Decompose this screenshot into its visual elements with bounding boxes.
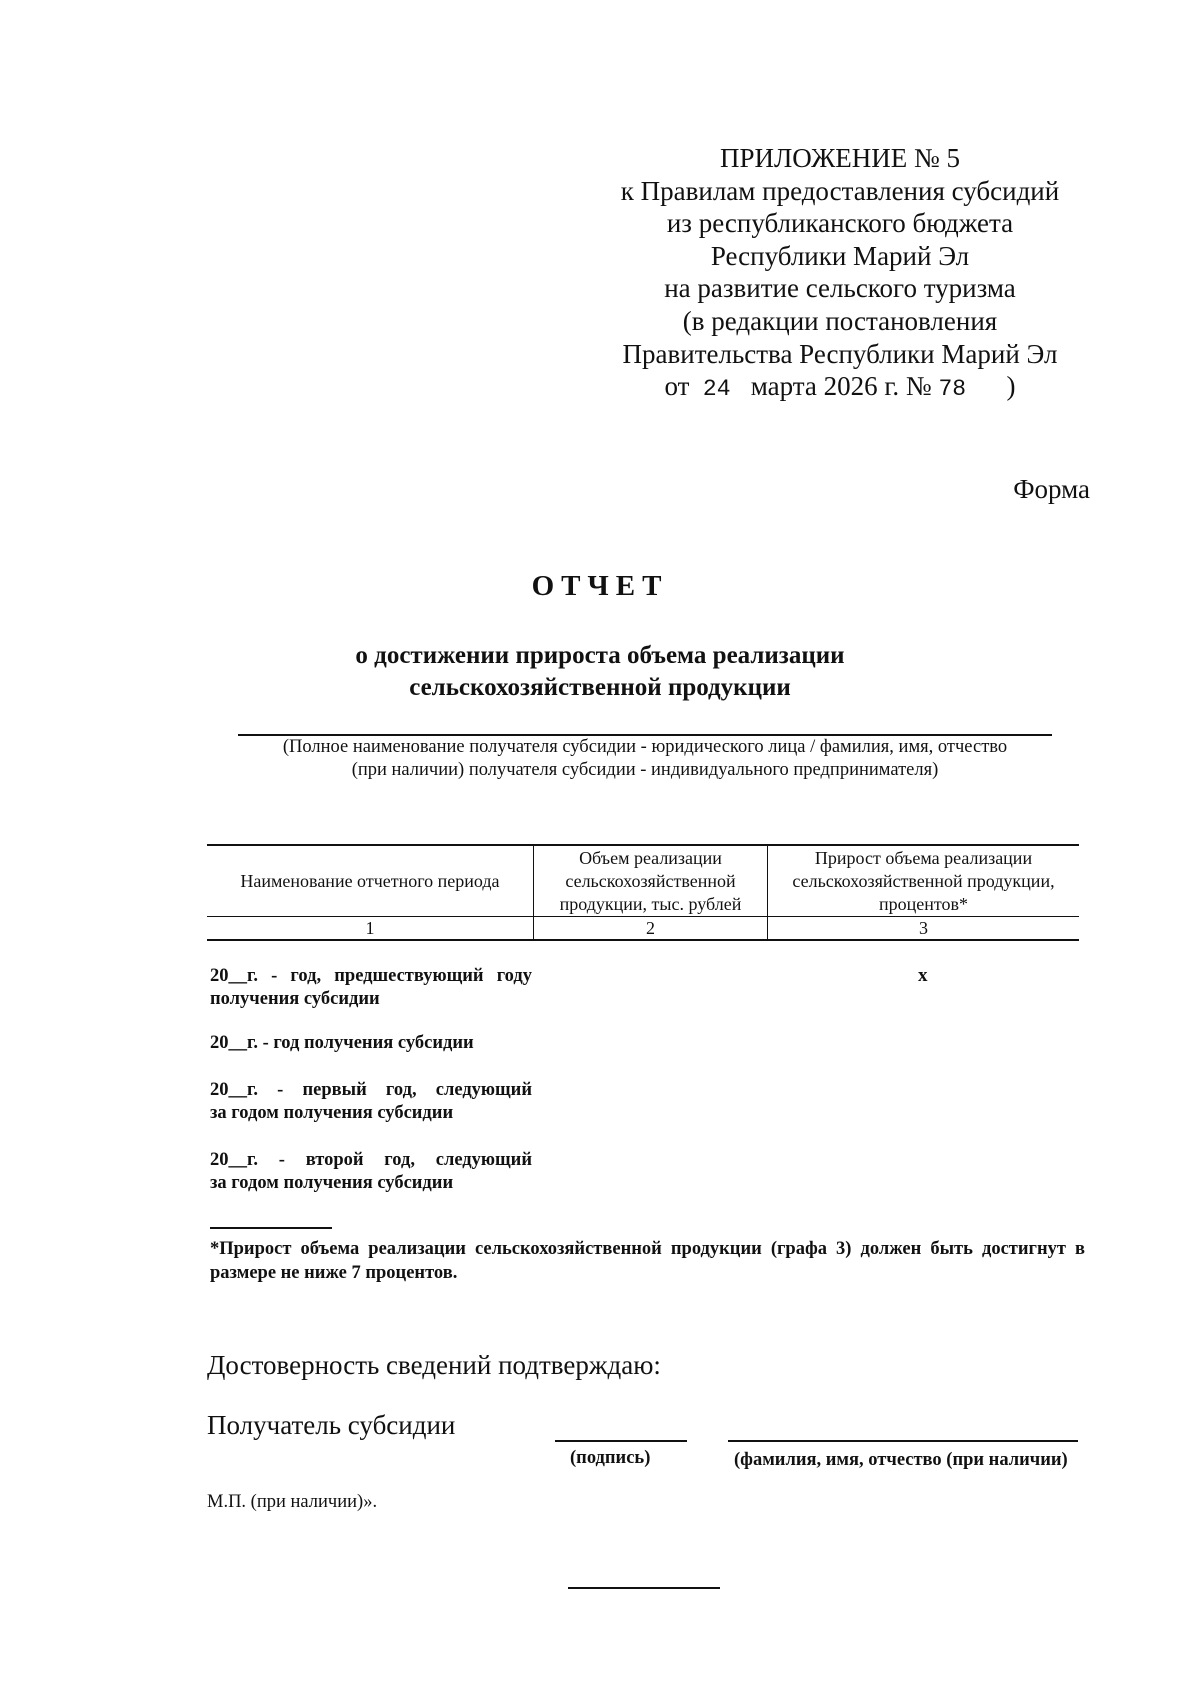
closing-rule xyxy=(568,1587,720,1589)
header-line: Республики Марий Эл xyxy=(710,240,970,271)
header-line: к Правилам предоставления субсидий xyxy=(620,175,1060,206)
row-line: за годом получения субсидии xyxy=(210,1103,454,1123)
name-caption: (фамилия, имя, отчество (при наличии) xyxy=(734,1450,1068,1470)
subtitle-line: о достижении прироста объема реализации xyxy=(355,642,845,669)
recipient-caption xyxy=(210,736,1080,782)
table-row xyxy=(210,1149,532,1195)
signature-caption: (подпись) xyxy=(570,1448,651,1468)
column-number: 1 xyxy=(207,917,534,941)
row-line: 20__г. - первый год, следующий xyxy=(210,1080,532,1100)
decree-number: 78 xyxy=(938,376,967,403)
name-line xyxy=(728,1440,1078,1442)
row-line: 20__г. - второй год, следующий xyxy=(210,1150,532,1170)
table-number-row xyxy=(207,917,1079,941)
report-subtitle xyxy=(0,640,1200,704)
header-line: Правительства Республики Марий Эл xyxy=(622,338,1058,369)
date-prefix: от xyxy=(664,371,690,402)
column-number: 2 xyxy=(534,917,768,941)
date-close: ) xyxy=(1006,371,1016,402)
signature-line xyxy=(555,1440,687,1442)
row-line: получения субсидии xyxy=(210,989,380,1009)
report-title: ОТЧЕТ xyxy=(531,570,669,602)
date-month-year: марта 2026 г. № xyxy=(750,371,932,402)
header-line: (в редакции постановления xyxy=(682,305,998,336)
header-growth: Прирост объема реализации сельскохозяйственной продукции, процентов* xyxy=(768,845,1080,917)
appendix-number: ПРИЛОЖЕНИЕ № 5 xyxy=(719,143,961,173)
stamp-note: М.П. (при наличии)». xyxy=(207,1492,378,1512)
report-table xyxy=(207,844,1079,941)
date-day: 24 xyxy=(702,376,731,403)
header-volume: Объем реализации сельскохозяйственной продукции, тыс. рублей xyxy=(534,845,768,917)
table-row xyxy=(210,1032,532,1055)
header-line: на развитие сельского туризма xyxy=(664,273,1016,304)
recipient-label: Получатель субсидии xyxy=(207,1410,456,1440)
row-line: 20__г. - год, предшествующий году xyxy=(210,966,532,986)
subtitle-line: сельскохозяйственной продукции xyxy=(409,674,791,701)
table-row xyxy=(210,1079,532,1125)
table-row xyxy=(210,965,532,1011)
footnote: *Прирост объема реализации сельскохозяйственной продукции (графа 3) должен быть достигнут в размере не ниже 7 процентов. xyxy=(210,1239,1085,1283)
row-line: 20__г. - год получения субсидии xyxy=(210,1033,474,1053)
table-header-row xyxy=(207,845,1079,917)
column-number: 3 xyxy=(768,917,1080,941)
decree-date-line xyxy=(560,370,1120,406)
caption-line: (Полное наименование получателя субсидии - юридического лица / фамилия, имя, отчество xyxy=(282,737,1008,757)
row-line: за годом получения субсидии xyxy=(210,1173,454,1193)
caption-line: (при наличии) получателя субсидии - индивидуального предпринимателя) xyxy=(351,760,939,780)
header-line: из республиканского бюджета xyxy=(666,208,1014,239)
footnote-separator xyxy=(210,1227,332,1229)
appendix-header xyxy=(560,142,1120,406)
confirmation-statement: Достоверность сведений подтверждаю: xyxy=(207,1350,661,1380)
header-period: Наименование отчетного периода xyxy=(207,845,534,917)
not-applicable-mark: х xyxy=(918,965,928,986)
form-label: Форма xyxy=(1013,474,1090,504)
